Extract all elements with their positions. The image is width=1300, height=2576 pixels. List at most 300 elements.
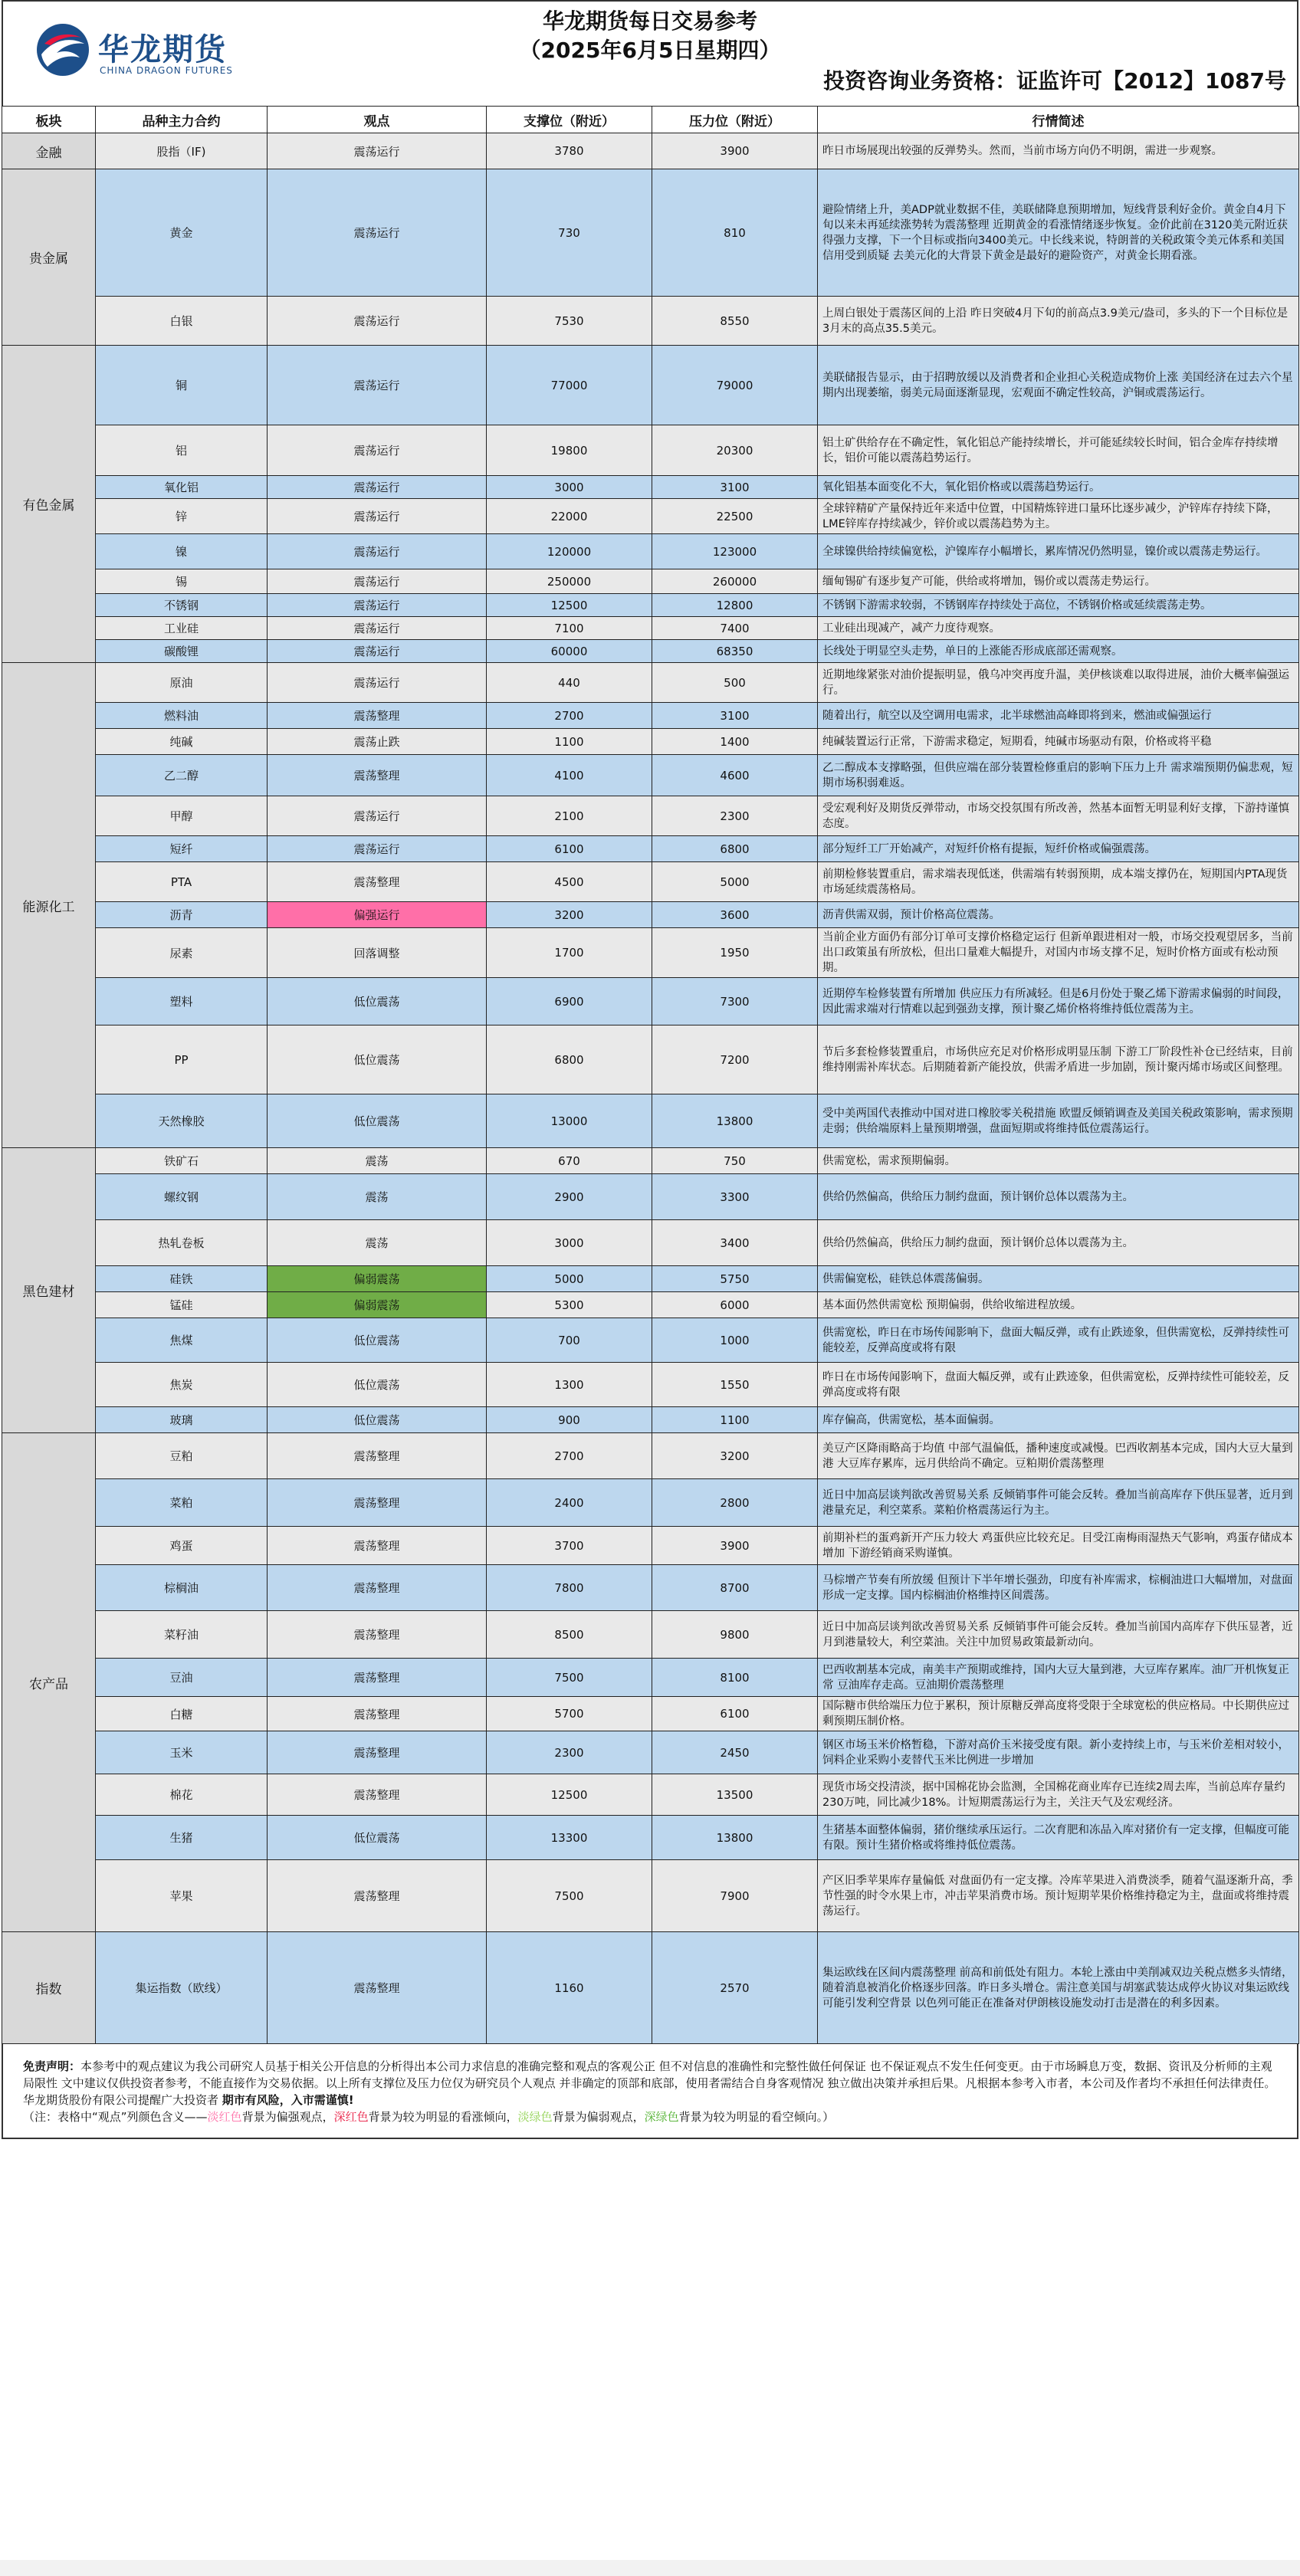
table-row: [2, 729, 1299, 755]
product-cell: 玻璃: [96, 1407, 268, 1433]
resistance-cell: 810: [652, 169, 818, 297]
view-cell: 震荡整理: [268, 1697, 487, 1731]
resistance-cell: 7400: [652, 617, 818, 640]
description-cell: 集运欧线在区间内震荡整理 前高和前低处有阻力。本轮上涨由中美削减双边关税点燃多头情绪，随着消息被消化价格逐步回落。昨日多头增仓。需注意美国与胡塞武装达成停火协议对集运欧线可能引发利空背景 以色列可能正在准备对伊朗核设施发动打击是潜在的利多因素。: [818, 1932, 1299, 2044]
product-cell: 乙二醇: [96, 755, 268, 796]
support-cell: 60000: [487, 640, 652, 663]
view-cell: 震荡运行: [268, 836, 487, 862]
table-row: [2, 1774, 1299, 1816]
license-number: 投资咨询业务资格：证监许可【2012】1087号: [823, 68, 1286, 94]
description-cell: 供给仍然偏高，供给压力制约盘面，预计钢价总体以震荡为主。: [818, 1220, 1299, 1266]
support-cell: 13000: [487, 1094, 652, 1148]
product-cell: 生猪: [96, 1816, 268, 1860]
view-cell: 低位震荡: [268, 978, 487, 1025]
support-cell: 2900: [487, 1174, 652, 1220]
resistance-cell: 123000: [652, 534, 818, 569]
legend-prefix: （注：表格中“观点”列颜色含义——: [23, 2110, 208, 2124]
product-cell: 锡: [96, 569, 268, 594]
view-cell: 震荡运行: [268, 534, 487, 569]
product-cell: 菜粕: [96, 1479, 268, 1527]
table-row: [2, 1731, 1299, 1774]
table-row: [2, 594, 1299, 617]
disclaimer: [2, 2044, 1298, 2139]
description-cell: 全球锌精矿产量保持近年来适中位置，中国精炼锌进口量环比逐步减少，沪锌库存持续下降，LME锌库存持续减少，锌价或以震荡趋势为主。: [818, 499, 1299, 534]
support-cell: 6100: [487, 836, 652, 862]
table-row: [2, 346, 1299, 425]
description-cell: 供给仍然偏高，供给压力制约盘面，预计钢价总体以震荡为主。: [818, 1174, 1299, 1220]
table-row: [2, 902, 1299, 928]
view-cell: 震荡: [268, 1148, 487, 1174]
table-row: [2, 169, 1299, 297]
color-legend-note: [23, 2108, 1277, 2125]
product-cell: 热轧卷板: [96, 1220, 268, 1266]
product-cell: 焦煤: [96, 1318, 268, 1363]
view-cell: 震荡整理: [268, 1774, 487, 1816]
product-cell: 棉花: [96, 1774, 268, 1816]
col-header-view: 观点: [268, 107, 487, 133]
product-cell: 天然橡胶: [96, 1094, 268, 1148]
table-row: [2, 1266, 1299, 1292]
view-cell: 震荡整理: [268, 862, 487, 902]
resistance-cell: 5750: [652, 1266, 818, 1292]
view-cell: 震荡整理: [268, 755, 487, 796]
description-cell: 铝土矿供给存在不确定性，氧化铝总产能持续增长，并可能延续较长时间，铝合金库存持续增长，铝价可能以震荡趋势运行。: [818, 425, 1299, 476]
legend-red: 深红色: [333, 2110, 369, 2124]
resistance-cell: 3300: [652, 1174, 818, 1220]
table-row: [2, 755, 1299, 796]
product-cell: PTA: [96, 862, 268, 902]
view-cell: 震荡运行: [268, 594, 487, 617]
view-cell: 震荡整理: [268, 1731, 487, 1774]
resistance-cell: 1550: [652, 1363, 818, 1407]
description-cell: 节后多套检修装置重启，市场供应充足对价格形成明显压制 下游工厂阶段性补仓已经结束，目前维持刚需补库状态。后期随着新产能投放，供需矛盾进一步加剧，预计聚丙烯市场或区间整理。: [818, 1025, 1299, 1094]
legend-red-text: 背景为较为明显的看涨倾向，: [368, 2110, 518, 2124]
view-cell: 偏弱震荡: [268, 1292, 487, 1318]
table-row: [2, 1363, 1299, 1407]
product-cell: 不锈钢: [96, 594, 268, 617]
description-cell: 供需偏宽松，硅铁总体震荡偏弱。: [818, 1266, 1299, 1292]
table-row: [2, 836, 1299, 862]
table-row: [2, 796, 1299, 836]
support-cell: 3780: [487, 133, 652, 169]
description-cell: 避险情绪上升，美ADP就业数据不佳，美联储降息预期增加，短线背景利好金价。黄金自4月下旬以来未再延续涨势转为震荡整理 近期黄金的看涨情绪逐步恢复。金价此前在3120美元附近获得强力支撑，下一个目标或指向3400美元。中长线来说，特朗普的关税政策令美元体系和美国信用受到质疑 去美元化的大背景下黄金是最好的避险资产，对黄金长期看涨。: [818, 169, 1299, 297]
support-cell: 7500: [487, 1860, 652, 1932]
description-cell: 上周白银处于震荡区间的上沿 昨日突破4月下旬的前高点3.9美元/盎司，多头的下一个目标位是3月末的高点35.5美元。: [818, 297, 1299, 346]
product-cell: 苹果: [96, 1860, 268, 1932]
description-cell: 产区旧季苹果库存量偏低 对盘面仍有一定支撑。冷库苹果进入消费淡季，随着气温逐渐升高，季节性强的时令水果上市，冲击苹果消费市场。预计短期苹果价格维持稳定为主，盘面或将维持震荡运行。: [818, 1860, 1299, 1932]
product-cell: 菜籽油: [96, 1611, 268, 1659]
table-row: [2, 640, 1299, 663]
support-cell: 7530: [487, 297, 652, 346]
table-row: [2, 1094, 1299, 1148]
table-header-row: [2, 107, 1299, 133]
company-name-en: CHINA DRAGON FUTURES: [100, 65, 233, 76]
sector-cell: 黑色建材: [2, 1148, 96, 1433]
view-cell: 震荡: [268, 1220, 487, 1266]
description-cell: 随着出行，航空以及空调用电需求，北半球燃油高峰即将到来，燃油或偏强运行: [818, 703, 1299, 729]
support-cell: 3000: [487, 1220, 652, 1266]
resistance-cell: 13800: [652, 1816, 818, 1860]
resistance-cell: 7200: [652, 1025, 818, 1094]
resistance-cell: 68350: [652, 640, 818, 663]
description-cell: 供需宽松，需求预期偏弱。: [818, 1148, 1299, 1174]
description-cell: 美联储报告显示，由于招聘放缓以及消费者和企业担心关税造成物价上涨 美国经济在过去六个星期内出现萎缩，弱美元局面逐渐显现，宏观面不确定性较高，沪铜或震荡运行。: [818, 346, 1299, 425]
support-cell: 3000: [487, 476, 652, 499]
description-cell: 受中美两国代表推动中国对进口橡胶零关税措施 欧盟反倾销调查及美国关税政策影响，需求预期走弱；供给端原料上量预期增强，盘面短期或将维持低位震荡运行。: [818, 1094, 1299, 1148]
support-cell: 120000: [487, 534, 652, 569]
resistance-cell: 3200: [652, 1433, 818, 1479]
resistance-cell: 1000: [652, 1318, 818, 1363]
support-cell: 7100: [487, 617, 652, 640]
description-cell: 近期停车检修装置有所增加 供应压力有所减轻。但是6月份处于聚乙烯下游需求偏弱的时间段，因此需求端对行情难以起到强劲支撑，预计聚乙烯价格将维持低位震荡为主。: [818, 978, 1299, 1025]
view-cell: 震荡运行: [268, 476, 487, 499]
table-row: [2, 617, 1299, 640]
view-cell: 震荡整理: [268, 1860, 487, 1932]
resistance-cell: 3400: [652, 1220, 818, 1266]
view-cell: 震荡运行: [268, 569, 487, 594]
table-row: [2, 1565, 1299, 1611]
product-cell: 氧化铝: [96, 476, 268, 499]
table-row: [2, 1527, 1299, 1565]
table-row: [2, 928, 1299, 978]
support-cell: 6800: [487, 1025, 652, 1094]
table-row: [2, 569, 1299, 594]
resistance-cell: 8550: [652, 297, 818, 346]
report-title: 华龙期货每日交易参考: [542, 8, 757, 34]
product-cell: 铜: [96, 346, 268, 425]
support-cell: 2100: [487, 796, 652, 836]
legend-dark-green-text: 背景为较为明显的看空倾向。）: [678, 2110, 835, 2124]
resistance-cell: 2450: [652, 1731, 818, 1774]
company-name: 华龙期货: [98, 32, 227, 67]
product-cell: 焦炭: [96, 1363, 268, 1407]
description-cell: 巴西收割基本完成，南美丰产预期或维持，国内大豆大量到港，大豆库存累库。油厂开机恢复正常 豆油库存走高。豆油期价震荡整理: [818, 1659, 1299, 1697]
legend-dark-green: 深绿色: [644, 2110, 679, 2124]
support-cell: 2700: [487, 703, 652, 729]
product-cell: 碳酸锂: [96, 640, 268, 663]
view-cell: 震荡整理: [268, 1659, 487, 1697]
support-cell: 2400: [487, 1479, 652, 1527]
product-cell: 黄金: [96, 169, 268, 297]
description-cell: 基本面仍然供需宽松 预期偏弱，供给收缩进程放缓。: [818, 1292, 1299, 1318]
description-cell: 缅甸锡矿有逐步复产可能，供给或将增加，锡价或以震荡走势运行。: [818, 569, 1299, 594]
resistance-cell: 1400: [652, 729, 818, 755]
description-cell: 乙二醇成本支撑略强，但供应端在部分装置检修重启的影响下压力上升 需求端预期仍偏悲观，短期市场积弱难返。: [818, 755, 1299, 796]
table-row: [2, 1659, 1299, 1697]
report-sheet: [2, 0, 1298, 2139]
view-cell: 震荡运行: [268, 663, 487, 703]
table-row: [2, 499, 1299, 534]
support-cell: 2700: [487, 1433, 652, 1479]
support-cell: 670: [487, 1148, 652, 1174]
support-cell: 4100: [487, 755, 652, 796]
resistance-cell: 500: [652, 663, 818, 703]
legend-light-green-text: 背景为偏弱观点，: [552, 2110, 645, 2124]
description-cell: 部分短纤工厂开始减产，对短纤价格有提振，短纤价格或偏强震荡。: [818, 836, 1299, 862]
col-header-resistance: 压力位（附近）: [652, 107, 818, 133]
table-row: [2, 663, 1299, 703]
product-cell: 铝: [96, 425, 268, 476]
description-cell: 美豆产区降雨略高于均值 中部气温偏低，播种速度或减慢。巴西收割基本完成，国内大豆大量到港 大豆库存累库，远月供给尚不确定。豆粕期价震荡整理: [818, 1433, 1299, 1479]
risk-notice: [23, 2092, 1277, 2108]
resistance-cell: 1100: [652, 1407, 818, 1433]
description-cell: 工业硅出现减产，减产力度待观察。: [818, 617, 1299, 640]
product-cell: 硅铁: [96, 1266, 268, 1292]
product-cell: 甲醇: [96, 796, 268, 836]
table-row: [2, 1174, 1299, 1220]
support-cell: 3700: [487, 1527, 652, 1565]
product-cell: 燃料油: [96, 703, 268, 729]
view-cell: 震荡运行: [268, 297, 487, 346]
product-cell: 鸡蛋: [96, 1527, 268, 1565]
product-cell: 纯碱: [96, 729, 268, 755]
description-cell: 纯碱装置运行正常，下游需求稳定，短期看，纯碱市场驱动有限，价格或将平稳: [818, 729, 1299, 755]
product-cell: 尿素: [96, 928, 268, 978]
sector-cell: 有色金属: [2, 346, 96, 663]
risk-notice-bold: 期市有风险，入市需谨慎!: [222, 2093, 354, 2107]
product-cell: 原油: [96, 663, 268, 703]
table-row: [2, 1220, 1299, 1266]
reference-table: [2, 106, 1299, 2044]
support-cell: 77000: [487, 346, 652, 425]
support-cell: 12500: [487, 594, 652, 617]
view-cell: 震荡整理: [268, 1932, 487, 2044]
description-cell: 沥青供需双弱，预计价格高位震荡。: [818, 902, 1299, 928]
table-row: [2, 1433, 1299, 1479]
view-cell: 震荡运行: [268, 425, 487, 476]
table-row: [2, 133, 1299, 169]
sector-cell: 贵金属: [2, 169, 96, 346]
table-row: [2, 1860, 1299, 1932]
description-cell: 当前企业方面仍有部分订单可支撑价格稳定运行 但新单跟进相对一般，市场交投观望居多，当前出口政策虽有所放松，但出口量难大幅提升，对国内市场支撑不足，短时价格方面或有松动预期。: [818, 928, 1299, 978]
table-row: [2, 1148, 1299, 1174]
product-cell: 铁矿石: [96, 1148, 268, 1174]
resistance-cell: 2800: [652, 1479, 818, 1527]
col-header-description: 行情简述: [818, 107, 1299, 133]
product-cell: 螺纹钢: [96, 1174, 268, 1220]
product-cell: 豆粕: [96, 1433, 268, 1479]
table-row: [2, 534, 1299, 569]
support-cell: 440: [487, 663, 652, 703]
resistance-cell: 3900: [652, 1527, 818, 1565]
support-cell: 7500: [487, 1659, 652, 1697]
sector-cell: 能源化工: [2, 663, 96, 1148]
view-cell: 震荡: [268, 1174, 487, 1220]
view-cell: 震荡整理: [268, 703, 487, 729]
disclaimer-body: [23, 2058, 1277, 2092]
product-cell: 锌: [96, 499, 268, 534]
table-row: [2, 1697, 1299, 1731]
page-footer-strip: [0, 2560, 1300, 2576]
description-cell: 近日中加高层谈判欲改善贸易关系 反倾销事件可能会反转。叠加当前高库存下供压显著，近月到港量充足，利空菜系。菜粕价格震荡运行为主。: [818, 1479, 1299, 1527]
product-cell: 锰硅: [96, 1292, 268, 1318]
resistance-cell: 5000: [652, 862, 818, 902]
support-cell: 5300: [487, 1292, 652, 1318]
resistance-cell: 6100: [652, 1697, 818, 1731]
support-cell: 900: [487, 1407, 652, 1433]
support-cell: 700: [487, 1318, 652, 1363]
description-cell: 全球镍供给持续偏宽松，沪镍库存小幅增长，累库情况仍然明显，镍价或以震荡走势运行。: [818, 534, 1299, 569]
support-cell: 6900: [487, 978, 652, 1025]
view-cell: 偏弱震荡: [268, 1266, 487, 1292]
product-cell: 白银: [96, 297, 268, 346]
view-cell: 回落调整: [268, 928, 487, 978]
description-cell: 前期检修装置重启，需求端表现低迷，供需端有转弱预期，成本端支撑仍在，短期国内PTA现货市场延续震荡格局。: [818, 862, 1299, 902]
view-cell: 低位震荡: [268, 1318, 487, 1363]
product-cell: 棕榈油: [96, 1565, 268, 1611]
support-cell: 730: [487, 169, 652, 297]
resistance-cell: 8100: [652, 1659, 818, 1697]
table-row: [2, 297, 1299, 346]
description-cell: 氧化铝基本面变化不大，氧化铝价格或以震荡趋势运行。: [818, 476, 1299, 499]
support-cell: 1700: [487, 928, 652, 978]
sector-cell: 金融: [2, 133, 96, 169]
table-row: [2, 1407, 1299, 1433]
table-row: [2, 862, 1299, 902]
description-cell: 现货市场交投清淡，据中国棉花协会监测，全国棉花商业库存已连续2周去库，当前总库存量约230万吨，同比减少18%。计短期震荡运行为主，关注天气及宏观经济。: [818, 1774, 1299, 1816]
view-cell: 震荡运行: [268, 499, 487, 534]
support-cell: 19800: [487, 425, 652, 476]
view-cell: 震荡止跌: [268, 729, 487, 755]
table-row: [2, 1479, 1299, 1527]
view-cell: 震荡运行: [268, 796, 487, 836]
resistance-cell: 4600: [652, 755, 818, 796]
table-row: [2, 1292, 1299, 1318]
disclaimer-text: 本参考中的观点建议为我公司研究人员基于相关公开信息的分析得出本公司力求信息的准确完整和观点的客观公正 但不对信息的准确性和完整性做任何保证 也不保证观点不发生任何变更。由于市场瞬息万变，数据、资讯及分析师的主观局限性 文中建议仅供投资者参考，不能直接作为交易依据。以上所有支撑位及压力位仅为研究员个人观点 并非确定的顶部和底部，使用者需结合自身客观情况 独立做出决策并承担后果。凡根据本参考入市者，本公司及作者均不承担任何法律责任。: [23, 2059, 1276, 2090]
support-cell: 4500: [487, 862, 652, 902]
resistance-cell: 3100: [652, 476, 818, 499]
resistance-cell: 8700: [652, 1565, 818, 1611]
view-cell: 低位震荡: [268, 1407, 487, 1433]
resistance-cell: 3600: [652, 902, 818, 928]
resistance-cell: 7900: [652, 1860, 818, 1932]
resistance-cell: 7300: [652, 978, 818, 1025]
support-cell: 1160: [487, 1932, 652, 2044]
legend-pink-text: 背景为偏强观点，: [241, 2110, 334, 2124]
table-row: [2, 476, 1299, 499]
disclaimer-label: 免责声明：: [23, 2059, 81, 2073]
description-cell: 供需宽松，昨日在市场传闻影响下，盘面大幅反弹，或有止跌迹象，但供需宽松，反弹持续性可能较差，反弹高度或将有限: [818, 1318, 1299, 1363]
view-cell: 震荡运行: [268, 640, 487, 663]
resistance-cell: 79000: [652, 346, 818, 425]
table-row: [2, 1611, 1299, 1659]
table-row: [2, 1318, 1299, 1363]
view-cell: 震荡运行: [268, 617, 487, 640]
product-cell: 沥青: [96, 902, 268, 928]
product-cell: 股指（IF): [96, 133, 268, 169]
report-date: （2025年6月5日星期四）: [519, 38, 781, 63]
col-header-sector: 板块: [2, 107, 96, 133]
resistance-cell: 2300: [652, 796, 818, 836]
product-cell: 集运指数（欧线）: [96, 1932, 268, 2044]
resistance-cell: 9800: [652, 1611, 818, 1659]
description-cell: 昨日在市场传闻影响下，盘面大幅反弹，或有止跌迹象，但供需宽松，反弹持续性可能较差，反弹高度或将有限: [818, 1363, 1299, 1407]
view-cell: 震荡整理: [268, 1611, 487, 1659]
table-row: [2, 425, 1299, 476]
support-cell: 250000: [487, 569, 652, 594]
product-cell: 工业硅: [96, 617, 268, 640]
col-header-product: 品种主力合约: [96, 107, 268, 133]
view-cell: 震荡整理: [268, 1479, 487, 1527]
support-cell: 5000: [487, 1266, 652, 1292]
resistance-cell: 1950: [652, 928, 818, 978]
view-cell: 低位震荡: [268, 1094, 487, 1148]
support-cell: 3200: [487, 902, 652, 928]
resistance-cell: 13800: [652, 1094, 818, 1148]
legend-pink: 淡红色: [207, 2110, 242, 2124]
table-row: [2, 1932, 1299, 2044]
resistance-cell: 3100: [652, 703, 818, 729]
view-cell: 震荡整理: [268, 1565, 487, 1611]
description-cell: 库存偏高，供需宽松，基本面偏弱。: [818, 1407, 1299, 1433]
report-header: [2, 0, 1298, 106]
resistance-cell: 750: [652, 1148, 818, 1174]
view-cell: 震荡运行: [268, 169, 487, 297]
table-row: [2, 1025, 1299, 1094]
col-header-support: 支撑位（附近）: [487, 107, 652, 133]
description-cell: 生猪基本面整体偏弱，猪价继续承压运行。二次育肥和冻品入库对猪价有一定支撑，但幅度可能有限。预计生猪价格或将维持低位震荡。: [818, 1816, 1299, 1860]
resistance-cell: 3900: [652, 133, 818, 169]
support-cell: 5700: [487, 1697, 652, 1731]
resistance-cell: 6000: [652, 1292, 818, 1318]
support-cell: 1300: [487, 1363, 652, 1407]
view-cell: 偏强运行: [268, 902, 487, 928]
description-cell: 近期地缘紧张对油价提振明显，俄乌冲突再度升温，美伊核谈难以取得进展，油价大概率偏强运行。: [818, 663, 1299, 703]
view-cell: 低位震荡: [268, 1025, 487, 1094]
view-cell: 震荡运行: [268, 133, 487, 169]
description-cell: 国际糖市供给端压力位于累积，预计原糖反弹高度将受限于全球宽松的供应格局。中长期供应过剩预期压制价格。: [818, 1697, 1299, 1731]
description-cell: 马棕增产节奏有所放缓 但预计下半年增长强劲，印度有补库需求，棕榈油进口大幅增加，对盘面形成一定支撑。国内棕榈油价格维持区间震荡。: [818, 1565, 1299, 1611]
description-cell: 近日中加高层谈判欲改善贸易关系 反倾销事件可能会反转。叠加当前国内高库存下供压显著，近月到港量较大，利空菜油。关注中加贸易政策最新动向。: [818, 1611, 1299, 1659]
description-cell: 受宏观利好及期货反弹带动，市场交投氛围有所改善，然基本面暂无明显利好支撑，下游持谨慎态度。: [818, 796, 1299, 836]
view-cell: 低位震荡: [268, 1816, 487, 1860]
view-cell: 震荡整理: [268, 1433, 487, 1479]
resistance-cell: 20300: [652, 425, 818, 476]
sector-cell: 指数: [2, 1932, 96, 2044]
description-cell: 钢区市场玉米价格暂稳，下游对高价玉米接受度有限。新小麦持续上市，与玉米价差相对较小，饲料企业采购小麦替代玉米比例进一步增加: [818, 1731, 1299, 1774]
product-cell: 塑料: [96, 978, 268, 1025]
product-cell: 白糖: [96, 1697, 268, 1731]
description-cell: 前期补栏的蛋鸡新开产压力较大 鸡蛋供应比较充足。目受江南梅雨湿热天气影响，鸡蛋存储成本增加 下游经销商采购谨慎。: [818, 1527, 1299, 1565]
table-row: [2, 1816, 1299, 1860]
table-row: [2, 703, 1299, 729]
support-cell: 22000: [487, 499, 652, 534]
product-cell: 镍: [96, 534, 268, 569]
sector-cell: 农产品: [2, 1433, 96, 1932]
description-cell: 长线处于明显空头走势，单日的上涨能否形成底部还需观察。: [818, 640, 1299, 663]
support-cell: 13300: [487, 1816, 652, 1860]
support-cell: 12500: [487, 1774, 652, 1816]
view-cell: 低位震荡: [268, 1363, 487, 1407]
support-cell: 1100: [487, 729, 652, 755]
description-cell: 不锈钢下游需求较弱，不锈钢库存持续处于高位，不锈钢价格或延续震荡走势。: [818, 594, 1299, 617]
resistance-cell: 22500: [652, 499, 818, 534]
description-cell: 昨日市场展现出较强的反弹势头。然而，当前市场方向仍不明朗，需进一步观察。: [818, 133, 1299, 169]
product-cell: 豆油: [96, 1659, 268, 1697]
resistance-cell: 12800: [652, 594, 818, 617]
resistance-cell: 6800: [652, 836, 818, 862]
resistance-cell: 260000: [652, 569, 818, 594]
product-cell: 短纤: [96, 836, 268, 862]
risk-notice-prefix: 华龙期货股份有限公司提醒广大投资者: [23, 2093, 219, 2107]
view-cell: 震荡整理: [268, 1527, 487, 1565]
support-cell: 2300: [487, 1731, 652, 1774]
support-cell: 8500: [487, 1611, 652, 1659]
table-row: [2, 978, 1299, 1025]
product-cell: PP: [96, 1025, 268, 1094]
support-cell: 7800: [487, 1565, 652, 1611]
view-cell: 震荡运行: [268, 346, 487, 425]
